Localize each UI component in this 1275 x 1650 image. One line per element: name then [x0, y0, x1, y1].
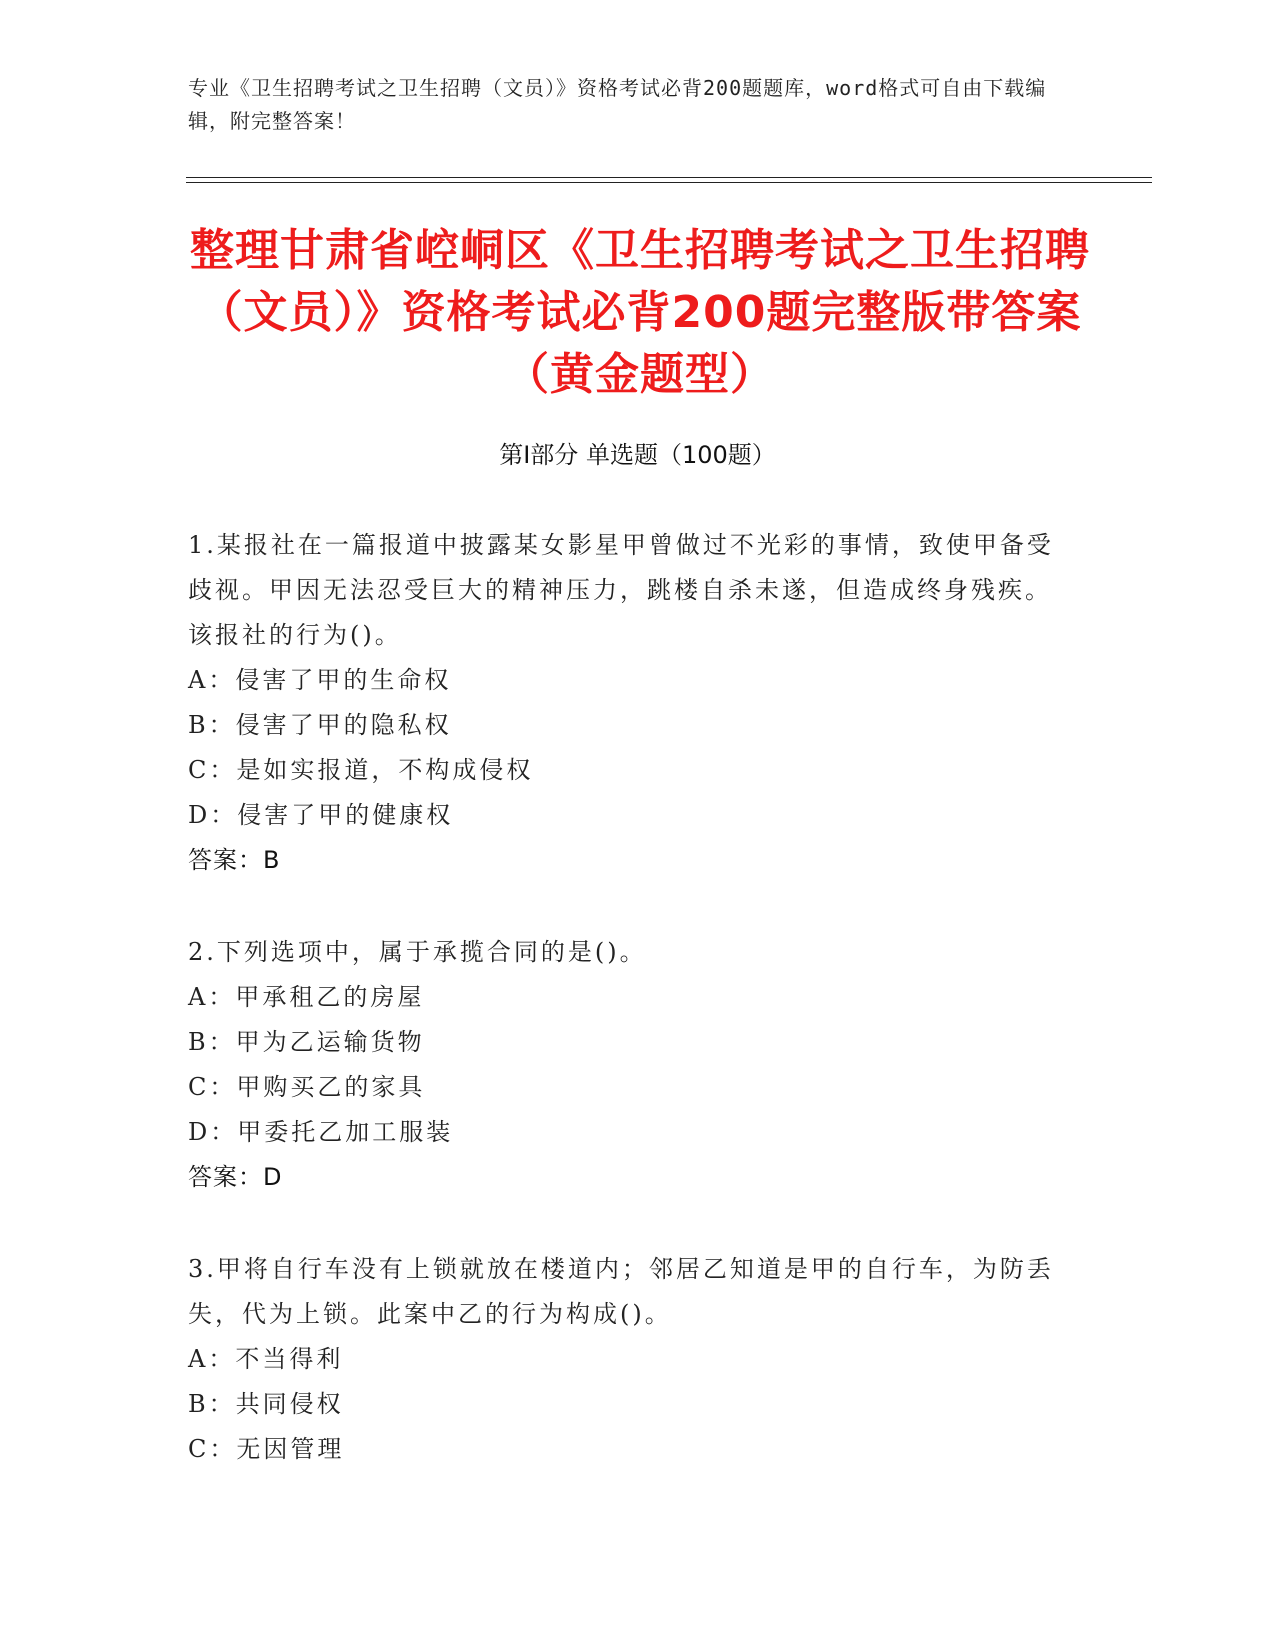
option-d: D：侵害了甲的健康权: [188, 801, 454, 829]
option-c: C：甲购买乙的家具: [188, 1073, 426, 1101]
question-stem: 2.下列选项中，属于承揽合同的是()。: [188, 938, 647, 966]
option-a: A：不当得利: [188, 1345, 344, 1373]
document-title: 整理甘肃省崆峒区《卫生招聘考试之卫生招聘（文员）》资格考试必背200题完整版带答案（黄金题型）: [190, 225, 1090, 400]
option-b: B：侵害了甲的隐私权: [188, 711, 452, 739]
question-stem: 3.甲将自行车没有上锁就放在楼道内；邻居乙知道是甲的自行车，为防丢失，代为上锁。此案中乙的行为构成()。: [188, 1255, 1054, 1328]
question-stem: 1.某报社在一篇报道中披露某女影星甲曾做过不光彩的事情，致使甲备受歧视。甲因无法忍受巨大的精神压力，跳楼自杀未遂，但造成终身残疾。该报社的行为()。: [188, 531, 1054, 649]
option-a: A：侵害了甲的生命权: [188, 666, 452, 694]
option-b: B：甲为乙运输货物: [188, 1028, 425, 1056]
option-b: B：共同侵权: [188, 1390, 344, 1418]
option-d: D：甲委托乙加工服装: [188, 1118, 454, 1146]
answer: 答案：D: [188, 1163, 283, 1191]
option-c: C：是如实报道，不构成侵权: [188, 756, 534, 784]
header-divider-top: [186, 177, 1152, 178]
header-note: 专业《卫生招聘考试之卫生招聘（文员）》资格考试必背200题题库，word格式可自由下载编辑，附完整答案！: [188, 76, 1047, 133]
section-title: 第I部分 单选题（100题）: [499, 441, 776, 469]
question-2: [188, 930, 1068, 1200]
option-a: A：甲承租乙的房屋: [188, 983, 425, 1011]
header-divider-bottom: [186, 182, 1152, 183]
question-3: [188, 1247, 1068, 1472]
question-1: [188, 523, 1068, 883]
option-c: C：无因管理: [188, 1435, 345, 1463]
answer: 答案：B: [188, 846, 281, 874]
